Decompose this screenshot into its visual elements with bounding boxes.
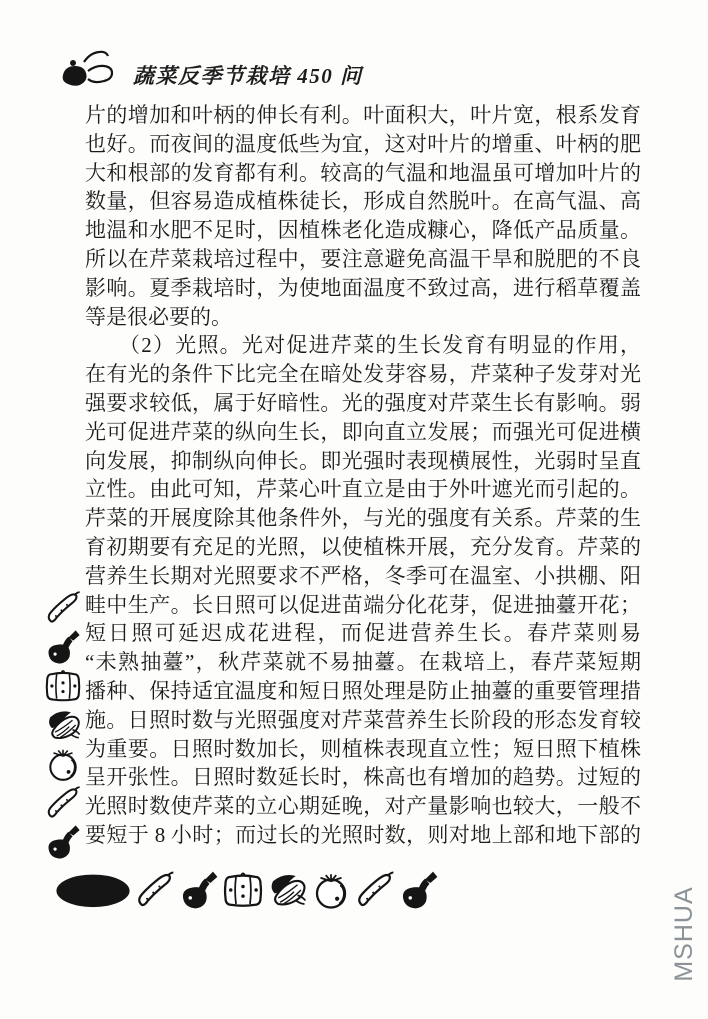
text-line: 向发展，抑制纵向伸长。即光强时表现横展性，光弱时呈直 bbox=[85, 448, 641, 473]
text-line: （2）光照。光对促进芹菜的生长发育有明显的作用， bbox=[85, 333, 641, 358]
pepper-icon bbox=[39, 667, 87, 705]
pepper-icon bbox=[222, 868, 264, 912]
text-line: 数量，但容易造成植株徒长，形成自然脱叶。在高气温、高 bbox=[85, 189, 641, 214]
text-line: 光可促进芹菜的纵向生长，即向直立发展；而强光可促进横 bbox=[85, 419, 641, 444]
eggplant-icon bbox=[39, 628, 87, 666]
eggplant-icon bbox=[178, 868, 220, 912]
left-margin-vegetable-decorations bbox=[36, 589, 90, 861]
text-line: 强要求较低，属于好暗性。光的强度对芹菜生长有影响。弱 bbox=[85, 390, 641, 415]
text-line: 育初期要有充足的光照，以使植株开展，充分发育。芹菜的 bbox=[85, 534, 641, 559]
text-line: 呈开张性。日照时数延长时，株高也有增加的趋势。过短的 bbox=[85, 765, 641, 790]
text-line: 大和根部的发育都有利。较高的气温和地温虽可增加叶片的 bbox=[85, 160, 641, 185]
text-line: 要短于 8 小时；而过长的光照时数，则对地上部和地下部的 bbox=[85, 822, 641, 847]
text-line: 施。日照时数与光照强度对芹菜营养生长阶段的形态发育较 bbox=[85, 707, 641, 732]
text-line: 芹菜的开展度除其他条件外，与光的强度有关系。芹菜的生 bbox=[85, 506, 641, 531]
eggplant-icon bbox=[398, 868, 440, 912]
cucumber-icon bbox=[134, 868, 176, 912]
text-line: 播种、保持适宜温度和短日照处理是防止抽薹的重要管理措 bbox=[85, 678, 641, 703]
corn-icon bbox=[39, 706, 87, 744]
cucumber-icon bbox=[39, 784, 87, 822]
text-line: “未熟抽薹”，秋芹菜就不易抽薹。在栽培上，春芹菜短期 bbox=[85, 650, 641, 675]
text-line: 短日照可延迟成花进程，而促进营养生长。春芹菜则易 bbox=[85, 621, 641, 646]
text-line: 营养生长期对光照要求不严格，冬季可在温室、小拱棚、阳 bbox=[85, 563, 641, 588]
body-text bbox=[85, 101, 641, 850]
text-line: 片的增加和叶柄的伸长有利。叶面积大，叶片宽，根系发育 bbox=[85, 103, 641, 127]
publisher-logo-icon bbox=[58, 50, 122, 94]
text-line: 在有光的条件下比完全在暗处发芽容易，芹菜种子发芽对光 bbox=[85, 362, 641, 387]
watermark-text: MSHUA bbox=[670, 886, 698, 982]
text-line: 也好。而夜间的温度低些为宜，这对叶片的增重、叶柄的肥 bbox=[85, 131, 641, 156]
bottom-vegetable-decorations bbox=[54, 866, 440, 914]
text-line: 光照时数使芹菜的立心期延晚，对产量影响也较大，一般不 bbox=[85, 794, 641, 819]
text-line: 为重要。日照时数加长，则植株表现直立性；短日照下植株 bbox=[85, 736, 641, 761]
running-head-book-title: 蔬菜反季节栽培 450 问 bbox=[133, 64, 363, 88]
eggplant-icon bbox=[39, 823, 87, 861]
cucumber-icon bbox=[354, 868, 396, 912]
text-line: 等是很必要的。 bbox=[85, 304, 232, 329]
text-line: 影响。夏季栽培时，为使地面温度不致过高，进行稻草覆盖 bbox=[85, 275, 641, 300]
corn-icon bbox=[266, 868, 308, 912]
tomato-icon bbox=[39, 745, 87, 783]
text-line: 所以在芹菜栽培过程中，要注意避免高温干旱和脱肥的不良 bbox=[85, 246, 641, 271]
text-line: 畦中生产。长日照可以促进苗端分化花芽，促进抽薹开花； bbox=[85, 592, 641, 617]
melon-icon bbox=[54, 868, 132, 912]
cucumber-icon bbox=[39, 589, 87, 627]
text-line: 立性。由此可知，芹菜心叶直立是由于外叶遮光而引起的。 bbox=[85, 477, 641, 502]
tomato-icon bbox=[310, 868, 352, 912]
text-line: 地温和水肥不足时，因植株老化造成糠心，降低产品质量。 bbox=[85, 218, 641, 243]
